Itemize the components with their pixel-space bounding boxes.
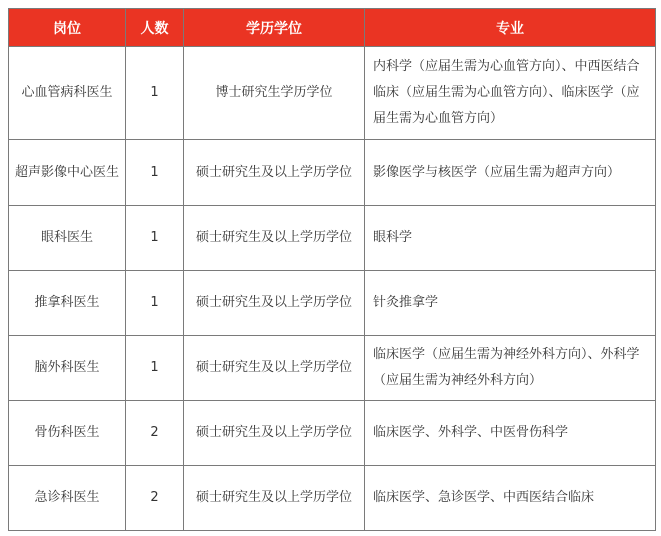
recruitment-table [8, 8, 656, 531]
cell-degree: 硕士研究生及以上学历学位 [184, 401, 365, 466]
cell-degree: 硕士研究生及以上学历学位 [184, 206, 365, 271]
table-row [9, 336, 656, 401]
table-header-row [9, 9, 656, 47]
cell-count: 2 [126, 401, 184, 466]
cell-major: 针灸推拿学 [365, 271, 656, 336]
table-row [9, 206, 656, 271]
cell-degree: 博士研究生学历学位 [184, 47, 365, 140]
cell-count: 1 [126, 336, 184, 401]
header-degree: 学历学位 [184, 9, 365, 47]
table-row [9, 401, 656, 466]
cell-degree: 硕士研究生及以上学历学位 [184, 336, 365, 401]
table-row [9, 466, 656, 531]
table-row [9, 140, 656, 206]
cell-major: 临床医学（应届生需为神经外科方向）、外科学（应届生需为神经外科方向） [365, 336, 656, 401]
cell-major: 影像医学与核医学（应届生需为超声方向） [365, 140, 656, 206]
cell-degree: 硕士研究生及以上学历学位 [184, 271, 365, 336]
cell-major: 临床医学、外科学、中医骨伤科学 [365, 401, 656, 466]
header-position: 岗位 [9, 9, 126, 47]
recruitment-table-container [8, 8, 656, 531]
cell-degree: 硕士研究生及以上学历学位 [184, 140, 365, 206]
cell-major: 眼科学 [365, 206, 656, 271]
cell-count: 2 [126, 466, 184, 531]
cell-count: 1 [126, 140, 184, 206]
table-row [9, 47, 656, 140]
cell-major: 内科学（应届生需为心血管方向）、中西医结合临床（应届生需为心血管方向）、临床医学（应届生需为心血管方向） [365, 47, 656, 140]
cell-count: 1 [126, 47, 184, 140]
cell-position: 骨伤科医生 [9, 401, 126, 466]
cell-position: 心血管病科医生 [9, 47, 126, 140]
cell-degree: 硕士研究生及以上学历学位 [184, 466, 365, 531]
cell-position: 急诊科医生 [9, 466, 126, 531]
cell-position: 眼科医生 [9, 206, 126, 271]
table-row [9, 271, 656, 336]
cell-position: 推拿科医生 [9, 271, 126, 336]
header-count: 人数 [126, 9, 184, 47]
cell-position: 脑外科医生 [9, 336, 126, 401]
cell-major: 临床医学、急诊医学、中西医结合临床 [365, 466, 656, 531]
cell-position: 超声影像中心医生 [9, 140, 126, 206]
cell-count: 1 [126, 271, 184, 336]
header-major: 专业 [365, 9, 656, 47]
cell-count: 1 [126, 206, 184, 271]
